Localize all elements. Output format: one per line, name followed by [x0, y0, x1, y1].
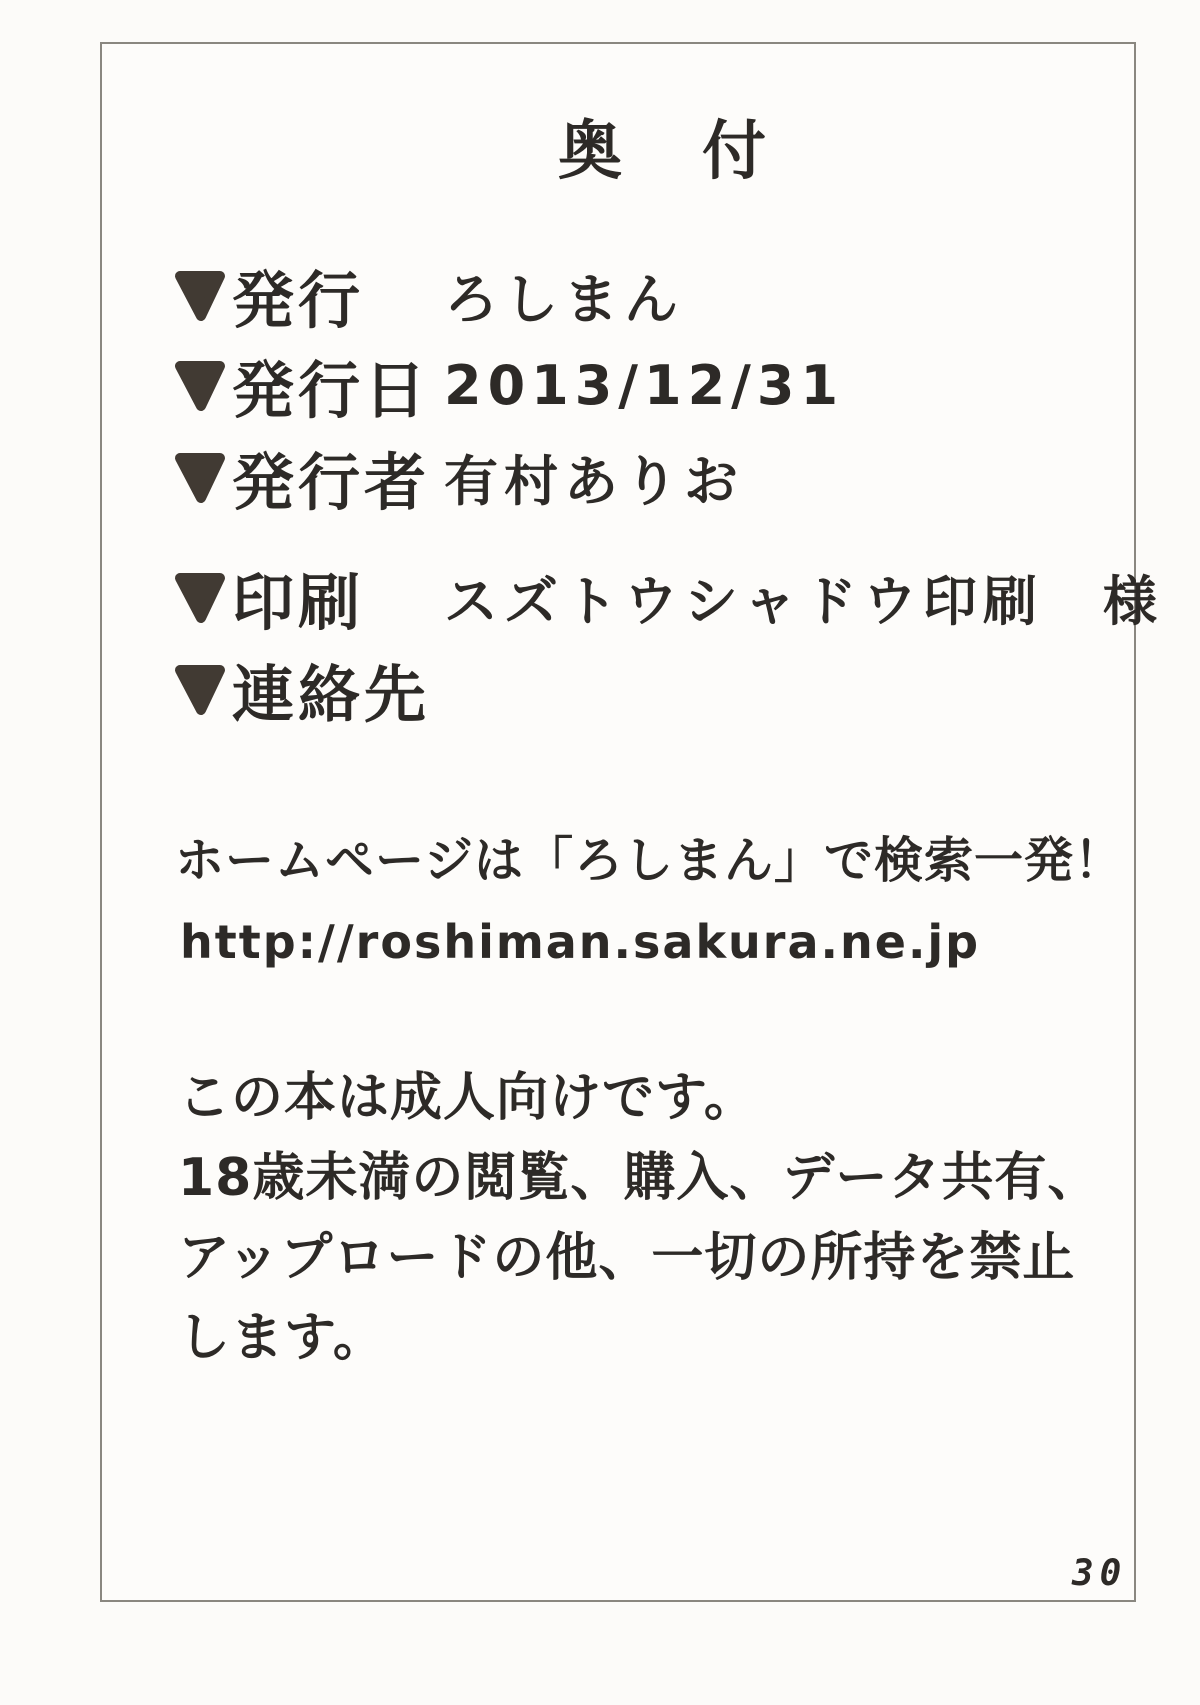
colophon-row-contact [172, 644, 430, 734]
entry-label: 印刷 [232, 565, 365, 639]
triangle-down-icon [172, 660, 228, 718]
triangle-down-icon [172, 356, 228, 414]
adult-notice [178, 1058, 1101, 1378]
adult-notice-line: この本は成人向けです。 [178, 1068, 757, 1128]
colophon-row-publish-date [172, 340, 845, 430]
entry-label: 発行日 [232, 353, 431, 427]
entry-label: 発行 [232, 263, 365, 337]
triangle-down-icon [172, 448, 228, 506]
entry-value: 2013/12/31 [444, 353, 845, 417]
triangle-down-icon [172, 568, 228, 626]
colophon-row-printer [172, 552, 1163, 642]
adult-notice-line: アップロードの他、一切の所持を禁止 [178, 1228, 1076, 1288]
page-title: 奥 付 [558, 115, 774, 189]
triangle-down-icon [172, 266, 228, 324]
entry-value: スズトウシャドウ印刷 様 [444, 569, 1163, 633]
colophon-row-author [172, 432, 744, 522]
homepage-search-note: ホームページは「ろしまん」で検索一発！ [175, 832, 1125, 889]
page-number: 30 [1072, 1553, 1128, 1594]
colophon-row-publisher [172, 250, 684, 340]
entry-label: 発行者 [232, 445, 431, 519]
adult-notice-line: 18歳未満の閲覧、購入、データ共有、 [178, 1148, 1101, 1208]
entry-value: 有村ありお [444, 449, 744, 513]
entry-value: ろしまん [444, 267, 684, 331]
homepage-url-text: http://roshiman.sakura.ne.jp [180, 915, 981, 969]
adult-notice-line: します。 [178, 1308, 386, 1368]
entry-label: 連絡先 [232, 657, 431, 731]
